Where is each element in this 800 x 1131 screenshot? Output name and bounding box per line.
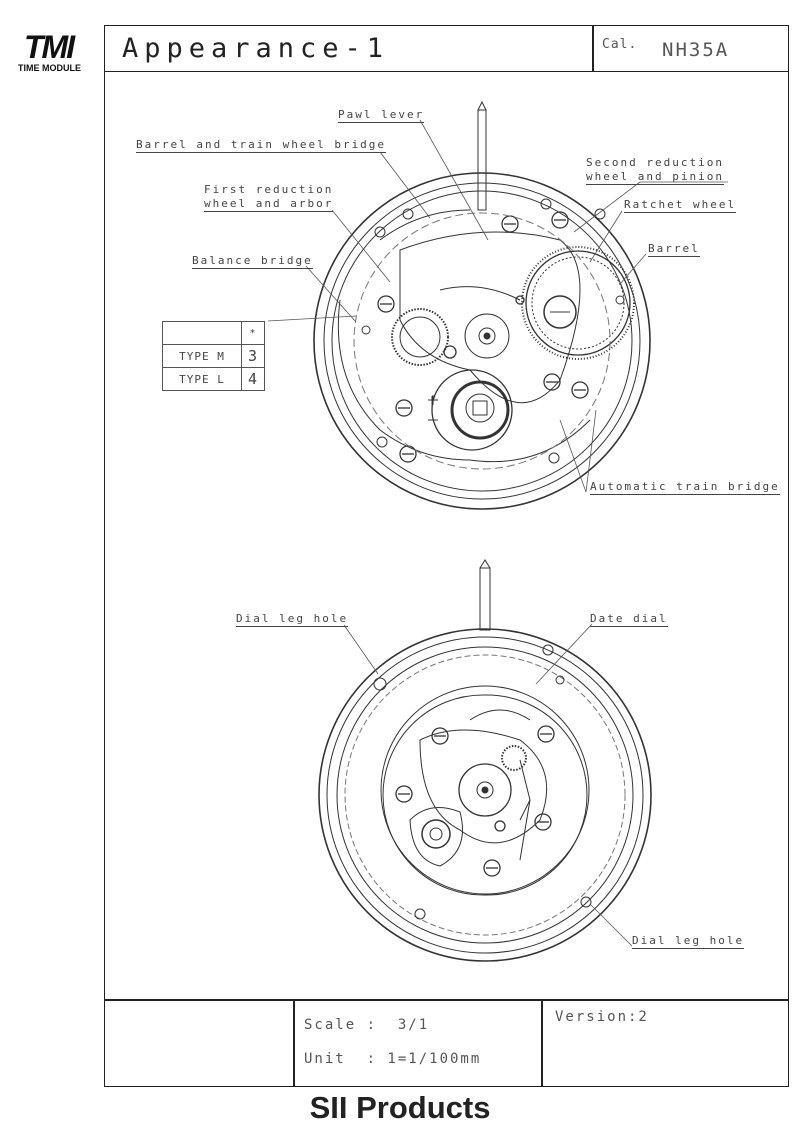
type-table-row	[163, 368, 265, 391]
footer-col-divider	[541, 999, 543, 1087]
type-table-type: TYPE L	[163, 368, 242, 391]
cal-label: Cal.	[602, 37, 638, 52]
page-title: Appearance-1	[122, 33, 390, 64]
cal-value: NH35A	[662, 39, 730, 61]
logo-subtitle: TIME MODULE	[18, 63, 81, 73]
label-pawl-lever: Pawl lever	[338, 108, 425, 121]
label-barrel: Barrel	[648, 242, 700, 255]
label-first-reduction-2: wheel and arbor	[204, 197, 334, 210]
type-table	[162, 321, 265, 391]
label-balance-bridge: Balance bridge	[192, 254, 313, 267]
label-first-reduction-1: First reduction	[204, 183, 334, 196]
brand-footer: SII Products	[309, 1090, 491, 1125]
label-second-reduction-1: Second reduction	[586, 156, 724, 169]
type-table-value: 4	[242, 368, 265, 391]
footer-divider	[104, 999, 789, 1001]
footer-scale: Scale : 3/1	[304, 1017, 430, 1033]
footer-version: Version:2	[555, 1009, 649, 1025]
label-ratchet-wheel: Ratchet wheel	[624, 198, 737, 211]
footer-col-divider	[293, 999, 295, 1087]
type-table-type: TYPE M	[163, 345, 242, 368]
type-table-header-blank	[163, 322, 242, 345]
label-second-reduction-2: wheel and pinion	[586, 170, 724, 183]
label-dial-leg-hole-top: Dial leg hole	[236, 612, 349, 625]
label-date-dial: Date dial	[590, 612, 668, 625]
type-table-row	[163, 345, 265, 368]
label-dial-leg-hole-bottom: Dial leg hole	[632, 934, 745, 947]
type-table-value: 3	[242, 345, 265, 368]
type-table-header	[163, 322, 265, 345]
label-barrel-train-bridge: Barrel and train wheel bridge	[136, 138, 387, 151]
svg-text:TMI: TMI	[24, 29, 74, 65]
footer-unit: Unit : 1=1/100mm	[304, 1051, 482, 1067]
label-automatic-train-bridge: Automatic train bridge	[590, 480, 780, 493]
type-table-header-mark: *	[242, 322, 265, 345]
